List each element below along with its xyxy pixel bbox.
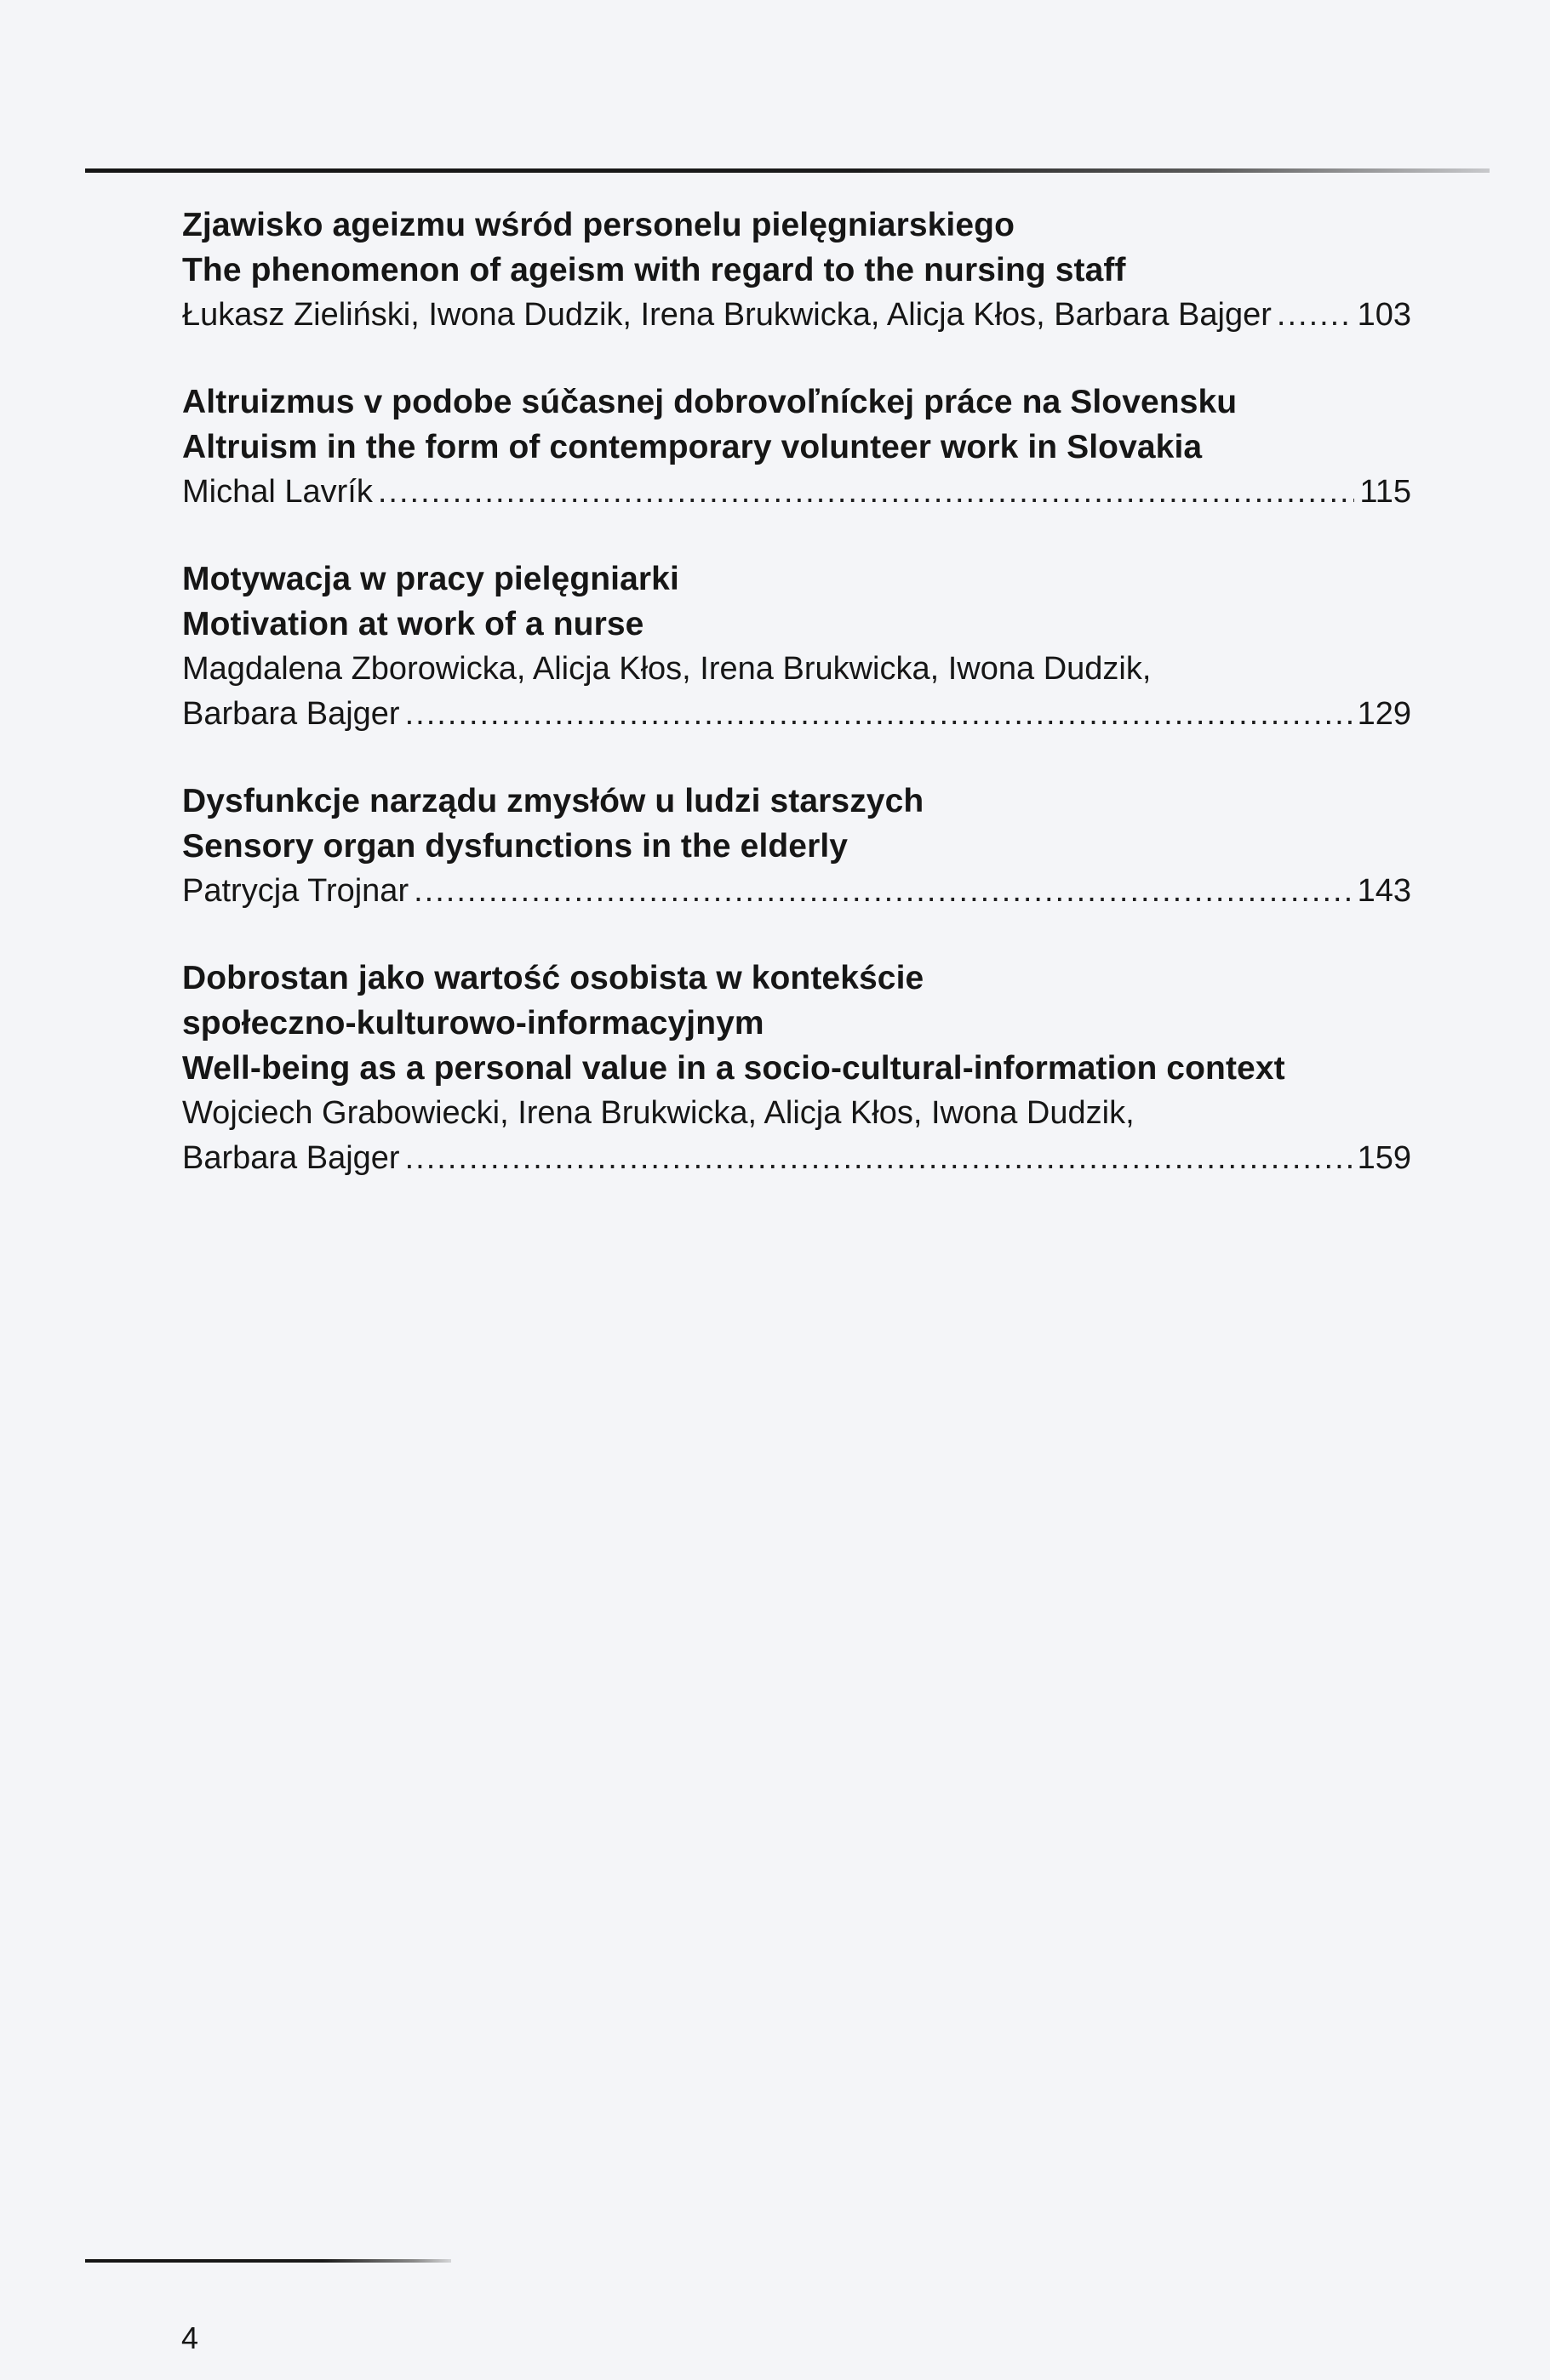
entry-title-english: The phenomenon of ageism with regard to the nursing staff bbox=[182, 252, 1126, 288]
entry-title-english: Motivation at work of a nurse bbox=[182, 606, 644, 642]
entry-page-number: 129 bbox=[1357, 696, 1411, 732]
entry-page-number: 143 bbox=[1357, 873, 1411, 909]
dot-leader bbox=[405, 692, 1353, 737]
top-rule bbox=[85, 168, 1490, 173]
page-number: 4 bbox=[181, 2320, 199, 2355]
toc-entry bbox=[182, 380, 1411, 515]
entry-author-line bbox=[182, 1136, 1411, 1181]
dot-leader bbox=[405, 1136, 1353, 1181]
entry-author-line bbox=[182, 293, 1411, 338]
entry-title-polish-continued: społeczno-kulturowo-informacyjnym bbox=[182, 1005, 764, 1042]
entry-authors-first-line: Magdalena Zborowicka, Alicja Kłos, Irena Brukwicka, Iwona Dudzik, bbox=[182, 651, 1152, 687]
entry-title-english: Well-being as a personal value in a socio-cultural-information context bbox=[182, 1050, 1285, 1087]
toc-entry bbox=[182, 779, 1411, 914]
entry-author-line bbox=[182, 470, 1411, 515]
entry-page-number: 103 bbox=[1357, 297, 1411, 333]
entry-page-number: 159 bbox=[1357, 1140, 1411, 1176]
entry-authors: Michal Lavrík bbox=[182, 474, 373, 510]
dot-leader bbox=[414, 869, 1353, 914]
toc-entry bbox=[182, 203, 1411, 338]
entry-authors: Barbara Bajger bbox=[182, 1140, 400, 1176]
entry-title-english: Altruism in the form of contemporary volunteer work in Slovakia bbox=[182, 429, 1203, 465]
entry-author-line bbox=[182, 869, 1411, 914]
table-of-contents bbox=[182, 203, 1411, 1223]
bottom-rule bbox=[85, 2259, 451, 2263]
entry-authors-first-line: Wojciech Grabowiecki, Irena Brukwicka, Alicja Kłos, Iwona Dudzik, bbox=[182, 1095, 1135, 1131]
toc-entry bbox=[182, 956, 1411, 1181]
entry-title-slovak: Altruizmus v podobe súčasnej dobrovoľníckej práce na Slovensku bbox=[182, 384, 1238, 420]
dot-leader bbox=[378, 470, 1355, 515]
dot-leader bbox=[1277, 293, 1353, 338]
entry-authors: Barbara Bajger bbox=[182, 696, 400, 732]
entry-title-polish: Dysfunkcje narządu zmysłów u ludzi starszych bbox=[182, 783, 924, 819]
entry-authors: Patrycja Trojnar bbox=[182, 873, 409, 909]
toc-entry bbox=[182, 556, 1411, 737]
entry-title-polish: Motywacja w pracy pielęgniarki bbox=[182, 561, 679, 597]
entry-page-number: 115 bbox=[1359, 474, 1411, 510]
entry-title-polish: Zjawisko ageizmu wśród personelu pielęgniarskiego bbox=[182, 207, 1015, 243]
entry-title-english: Sensory organ dysfunctions in the elderly bbox=[182, 828, 849, 865]
entry-authors: Łukasz Zieliński, Iwona Dudzik, Irena Brukwicka, Alicja Kłos, Barbara Bajger bbox=[182, 297, 1272, 333]
entry-author-line bbox=[182, 692, 1411, 737]
entry-title-polish: Dobrostan jako wartość osobista w kontekście bbox=[182, 960, 924, 996]
